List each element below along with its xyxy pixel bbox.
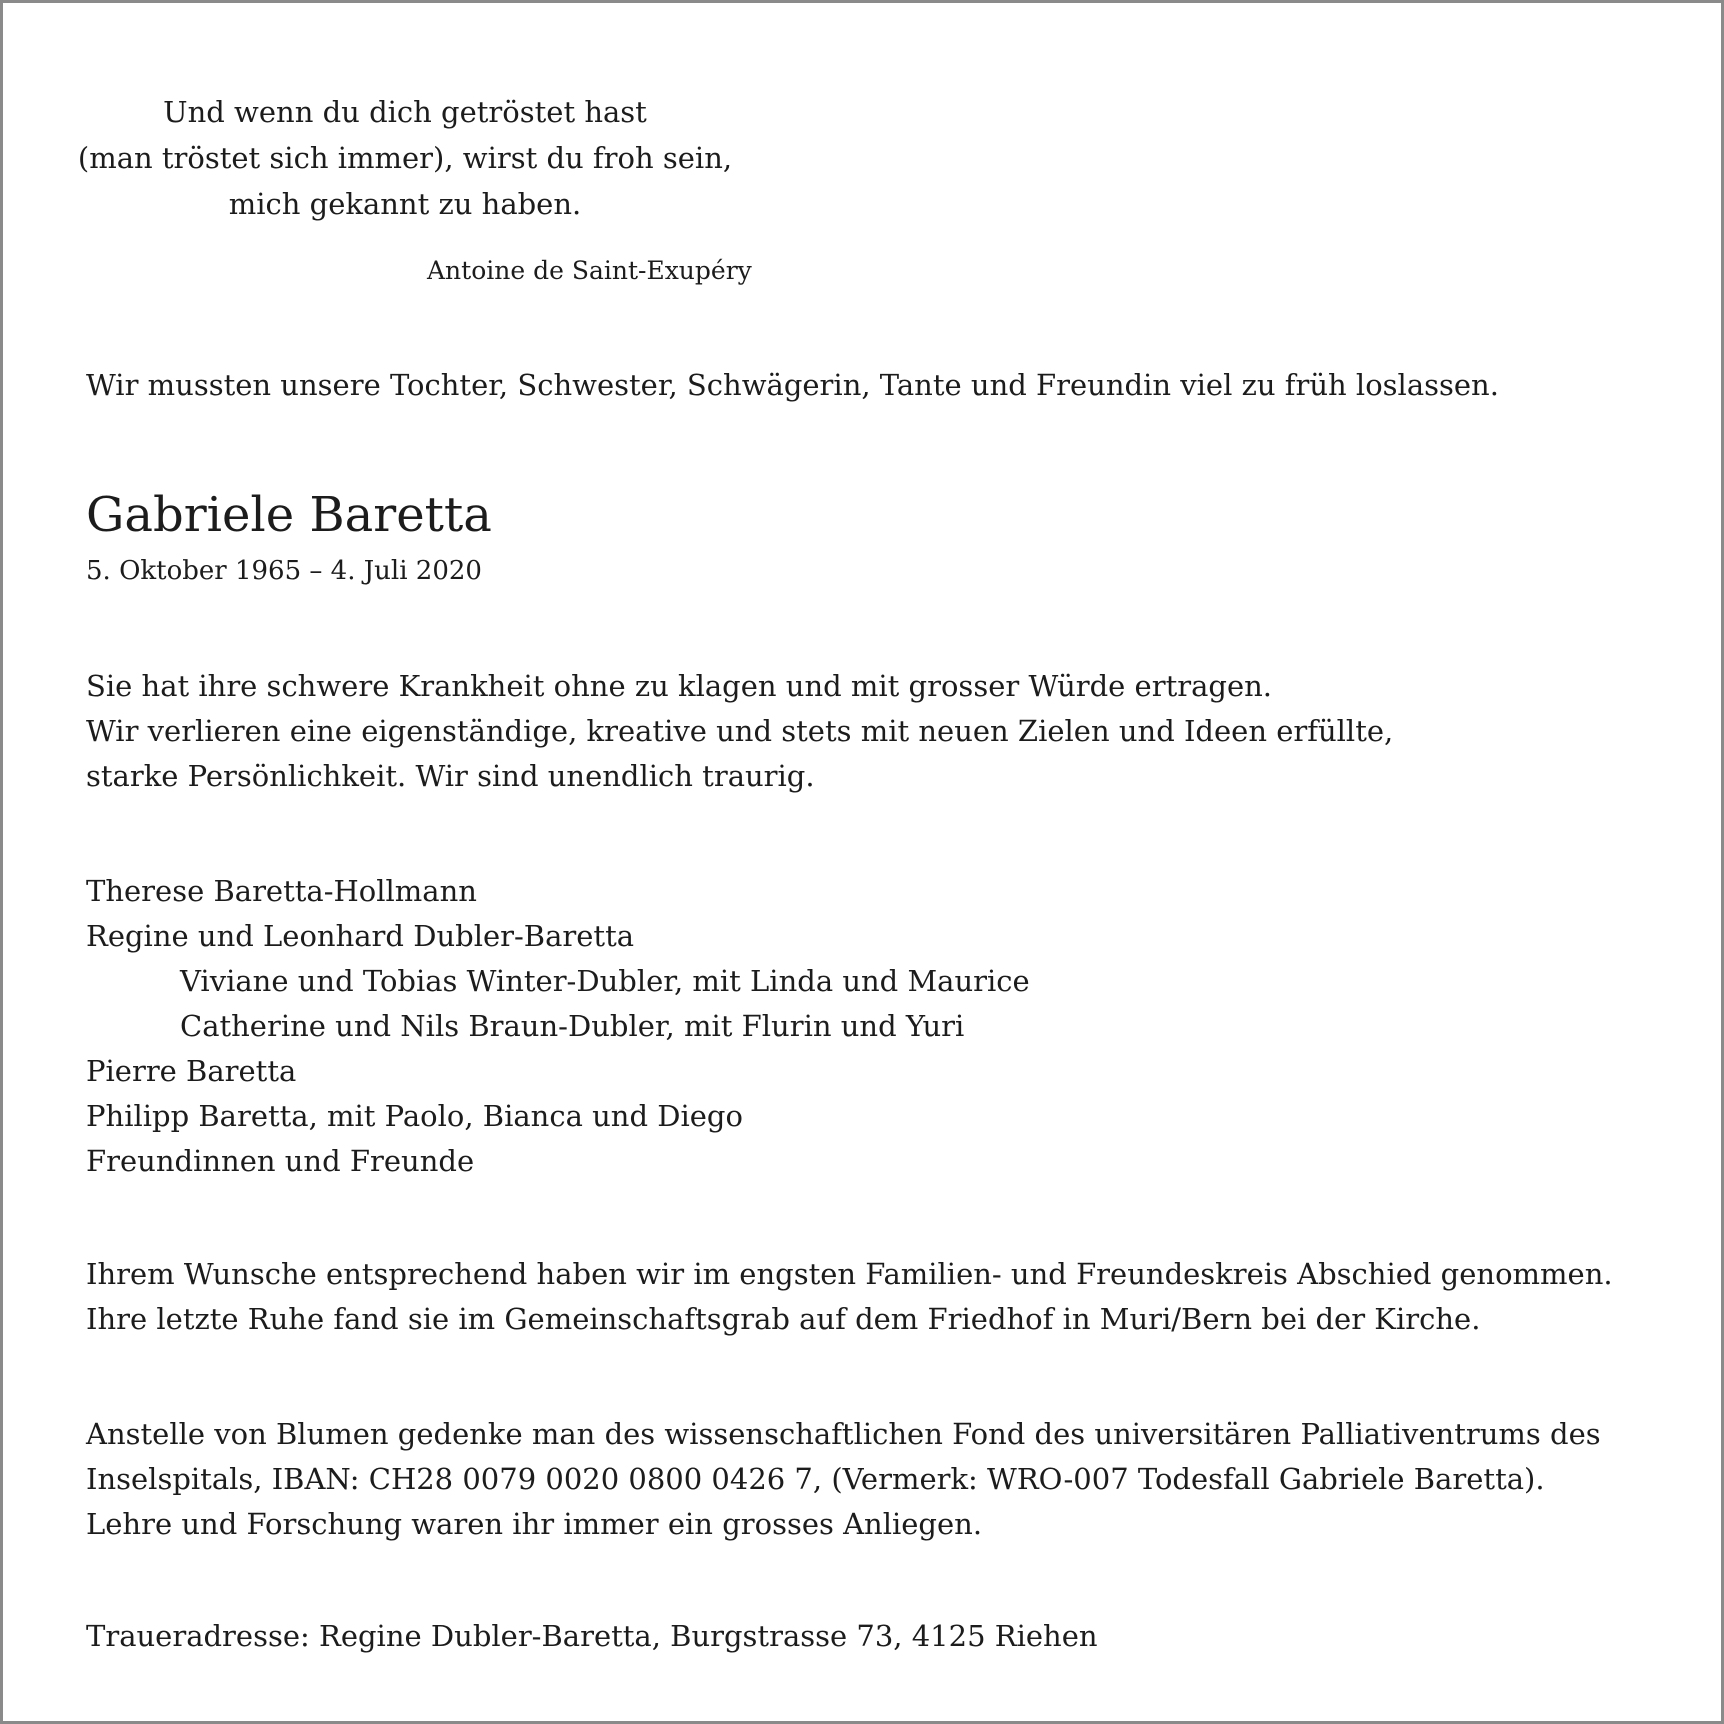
quote-line: mich gekannt zu haben. (228, 187, 582, 221)
tribute-line: Wir verlieren eine eigenständige, kreative und stets mit neuen Zielen und Ideen erfüllte, (86, 714, 1394, 748)
mourner-line: Freundinnen und Freunde (86, 1144, 475, 1178)
deceased-name: Gabriele Baretta (86, 487, 492, 543)
donation-line: Inselspitals, IBAN: CH28 0079 0020 0800 0426 7, (Vermerk: WRO-007 Todesfall Gabriele Baretta). (86, 1462, 1545, 1496)
quote-line: Und wenn du dich getröstet hast (163, 95, 647, 129)
farewell-line: Ihre letzte Ruhe fand sie im Gemeinschaftsgrab auf dem Friedhof in Muri/Bern bei der Kirche. (86, 1302, 1481, 1336)
tribute-line: starke Persönlichkeit. Wir sind unendlich traurig. (86, 759, 815, 793)
mourner-line: Pierre Baretta (86, 1054, 297, 1088)
tribute-line: Sie hat ihre schwere Krankheit ohne zu klagen und mit grosser Würde ertragen. (86, 669, 1273, 703)
deceased-dates: 5. Oktober 1965 – 4. Juli 2020 (86, 556, 482, 586)
quote-line: (man tröstet sich immer), wirst du froh sein, (77, 141, 733, 175)
quote-author: Antoine de Saint-Exupéry (427, 256, 752, 285)
mourner-line: Regine und Leonhard Dubler-Baretta (86, 919, 635, 953)
mourner-line: Catherine und Nils Braun-Dubler, mit Flurin und Yuri (180, 1009, 965, 1043)
mourner-line: Therese Baretta-Hollmann (86, 874, 477, 908)
mourner-line: Viviane und Tobias Winter-Dubler, mit Linda und Maurice (180, 964, 1030, 998)
donation-line: Lehre und Forschung waren ihr immer ein grosses Anliegen. (86, 1507, 983, 1541)
intro-text: Wir mussten unsere Tochter, Schwester, Schwägerin, Tante und Freundin viel zu früh loslassen. (86, 368, 1499, 402)
farewell-line: Ihrem Wunsche entsprechend haben wir im engsten Familien- und Freundeskreis Abschied genommen. (86, 1257, 1613, 1291)
mourning-address: Traueradresse: Regine Dubler-Baretta, Burgstrasse 73, 4125 Riehen (86, 1619, 1098, 1653)
donation-line: Anstelle von Blumen gedenke man des wissenschaftlichen Fond des universitären Palliativentrums des (86, 1417, 1601, 1451)
mourner-line: Philipp Baretta, mit Paolo, Bianca und Diego (86, 1099, 743, 1133)
